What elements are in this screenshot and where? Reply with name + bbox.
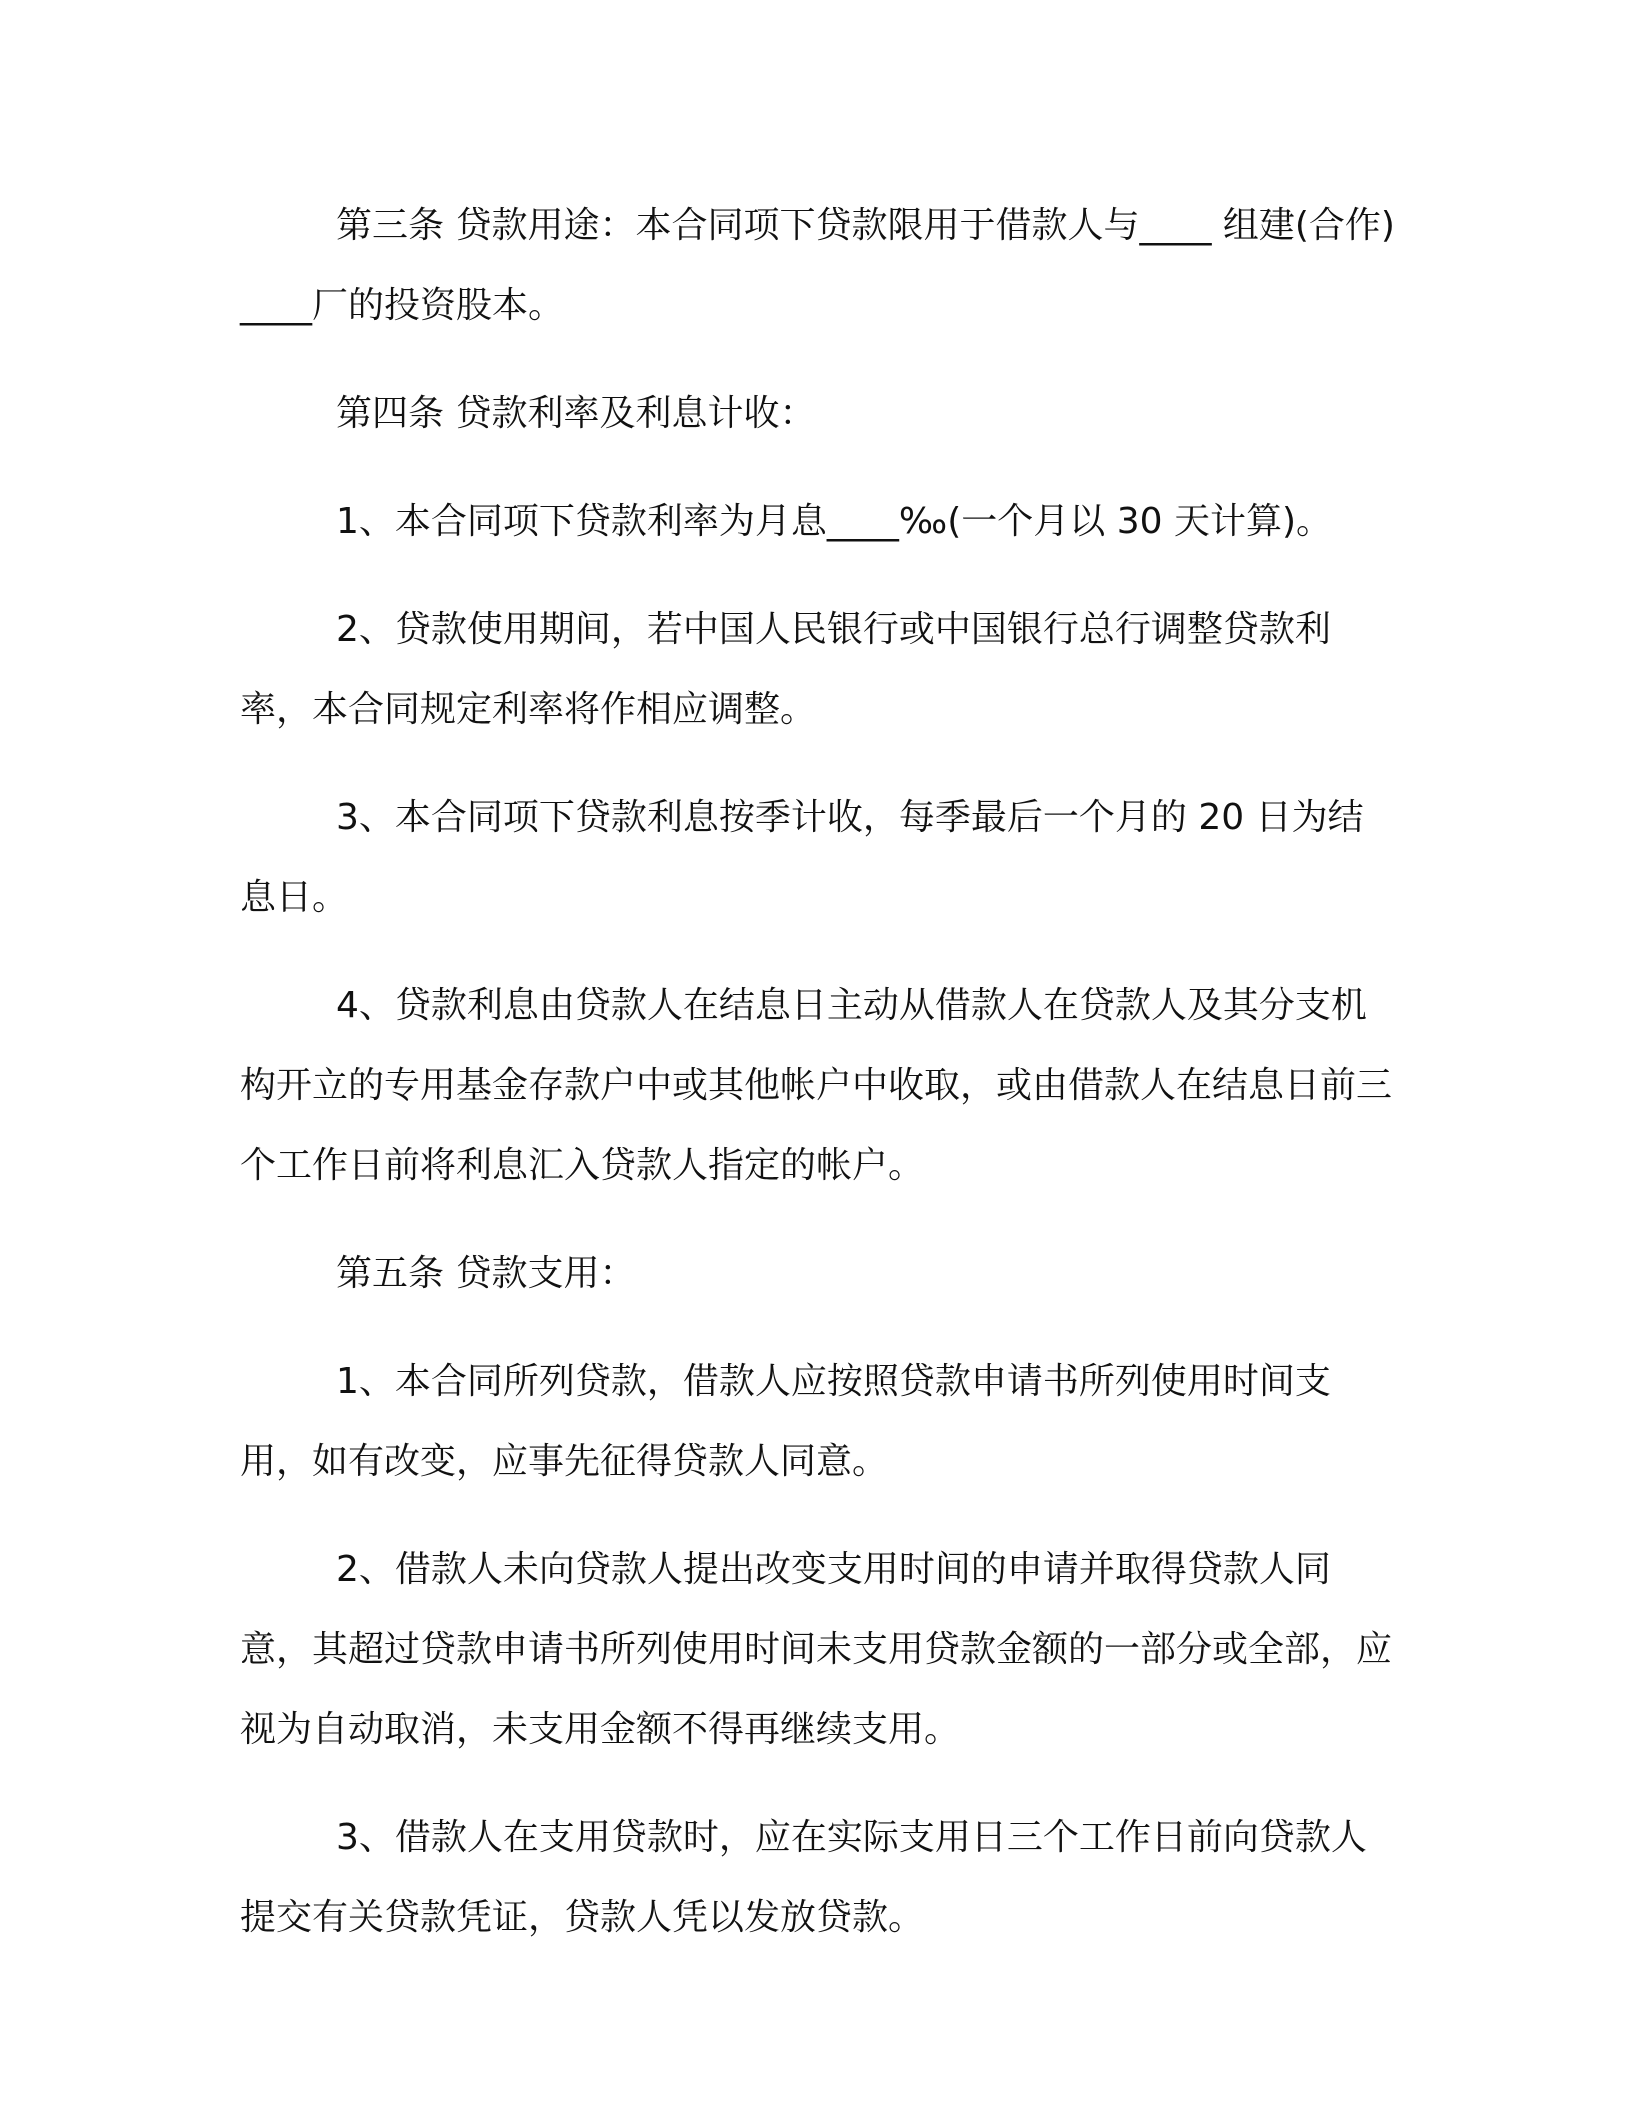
article-4-item-3: 3、本合同项下贷款利息按季计收，每季最后一个月的 20 日为结息日。 — [240, 797, 1364, 918]
article-5-item-3: 3、借款人在支用贷款时，应在实际支用日三个工作日前向贷款人提交有关贷款凭证，贷款人凭以发放贷款。 — [240, 1817, 1367, 1938]
article-3-loan-purpose: 第三条 贷款用途：本合同项下贷款限用于借款人与____ 组建(合作)____厂的投资股本。 — [240, 205, 1395, 326]
article-4-item-2: 2、贷款使用期间，若中国人民银行或中国银行总行调整贷款利率，本合同规定利率将作相应调整。 — [240, 609, 1331, 730]
article-5-item-1: 1、本合同所列贷款，借款人应按照贷款申请书所列使用时间支用，如有改变，应事先征得贷款人同意。 — [240, 1361, 1331, 1482]
article-4-item-4: 4、贷款利息由贷款人在结息日主动从借款人在贷款人及其分支机构开立的专用基金存款户中或其他帐户中收取，或由借款人在结息日前三个工作日前将利息汇入贷款人指定的帐户。 — [240, 985, 1393, 1186]
article-5-item-2: 2、借款人未向贷款人提出改变支用时间的申请并取得贷款人同意，其超过贷款申请书所列使用时间未支用贷款金额的一部分或全部，应视为自动取消，未支用金额不得再继续支用。 — [240, 1549, 1393, 1750]
document-page — [240, 186, 1395, 1986]
article-4-item-1: 1、本合同项下贷款利率为月息____‰(一个月以 30 天计算)。 — [336, 501, 1332, 542]
article-5-heading: 第五条 贷款支用： — [336, 1253, 636, 1294]
article-4-heading: 第四条 贷款利率及利息计收： — [336, 393, 816, 434]
